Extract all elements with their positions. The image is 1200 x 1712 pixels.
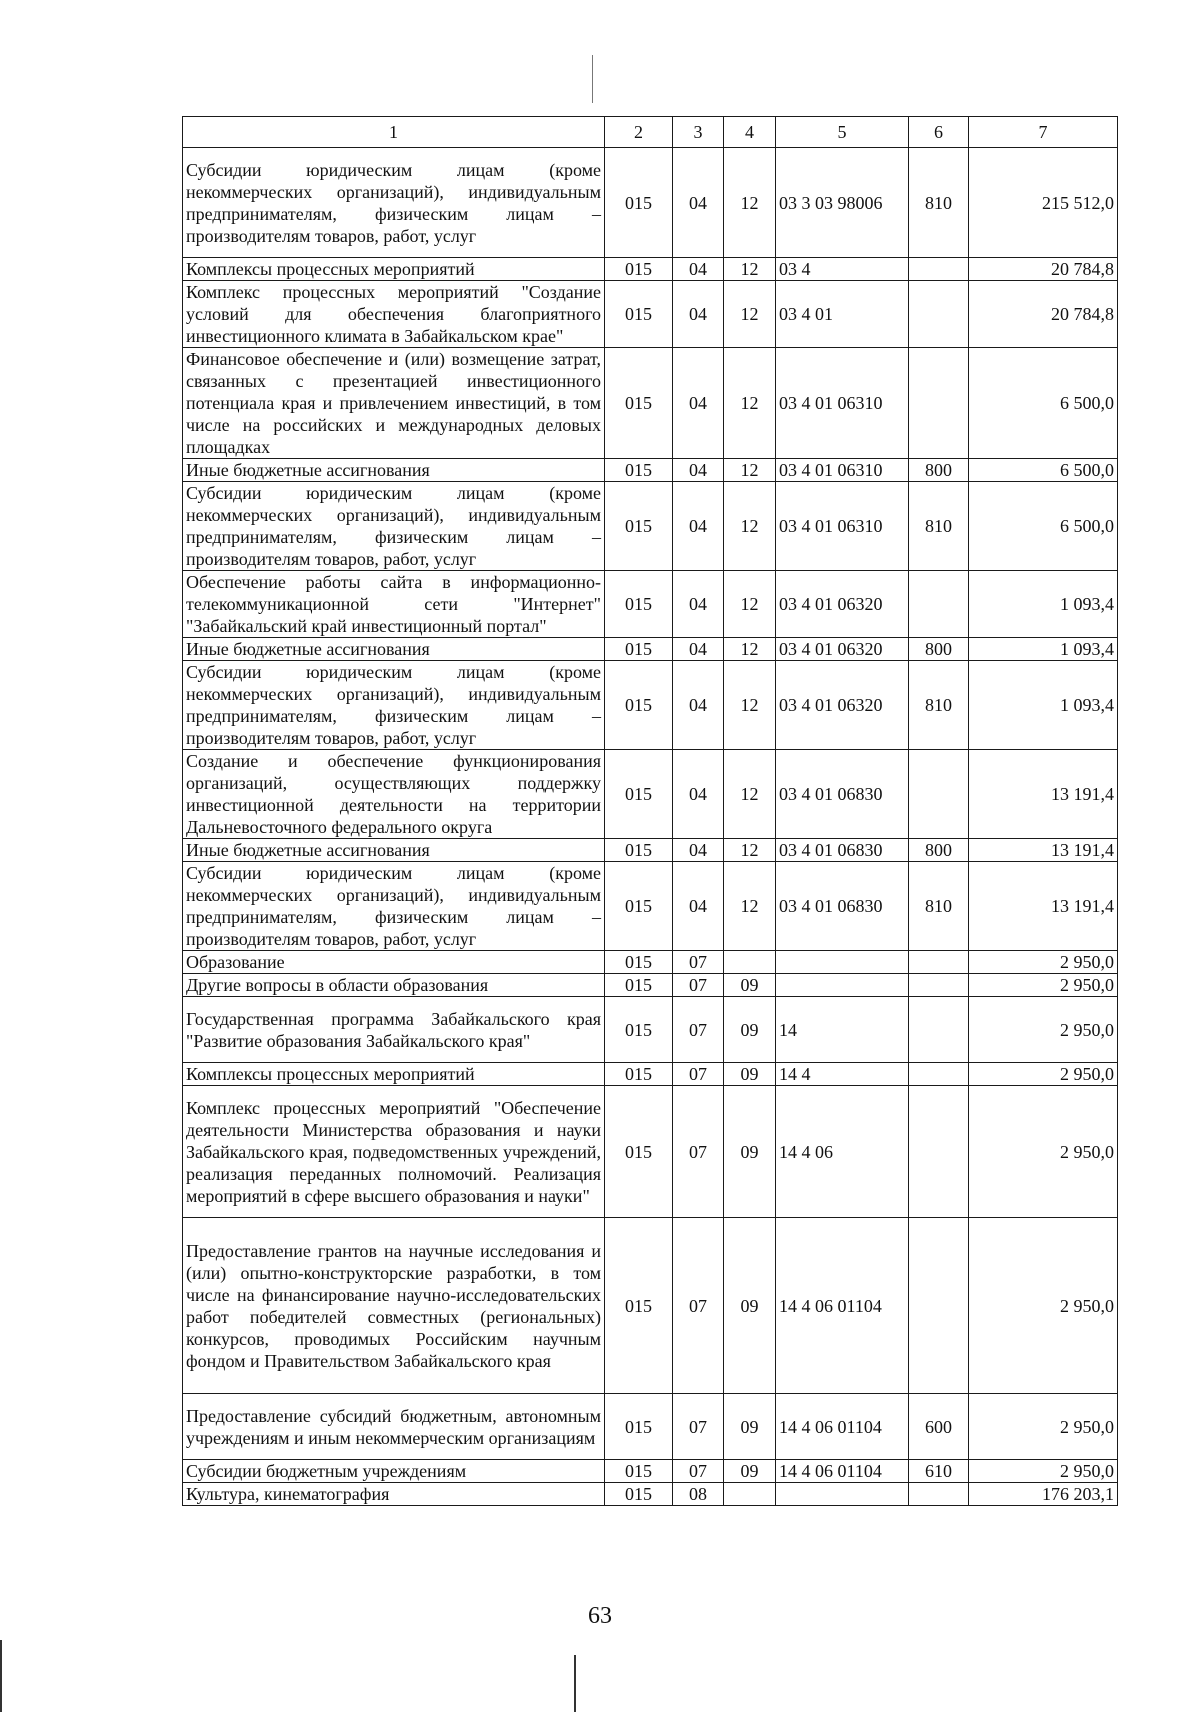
table-row <box>183 459 1118 482</box>
cell-section: 04 <box>673 258 724 281</box>
cell-name: Субсидии юридическим лицам (кроме некоммерческих организаций), индивидуальным предпринимателям, физическим лицам – производителям товаров, работ, услуг <box>183 482 605 571</box>
cell-amount: 6 500,0 <box>969 482 1118 571</box>
cell-expense-type: 810 <box>909 482 969 571</box>
cell-name: Иные бюджетные ассигнования <box>183 638 605 661</box>
cell-admin-code: 015 <box>605 862 673 951</box>
cell-section: 04 <box>673 638 724 661</box>
header-col-1: 1 <box>183 117 605 148</box>
cell-section: 04 <box>673 459 724 482</box>
cell-expense-type: 800 <box>909 459 969 482</box>
cell-admin-code: 015 <box>605 974 673 997</box>
cell-target-item: 14 4 06 <box>776 1086 909 1218</box>
table-row <box>183 862 1118 951</box>
cell-name: Субсидии юридическим лицам (кроме некоммерческих организаций), индивидуальным предпринимателям, физическим лицам – производителям товаров, работ, услуг <box>183 862 605 951</box>
cell-admin-code: 015 <box>605 1218 673 1394</box>
cell-amount: 6 500,0 <box>969 459 1118 482</box>
table-row <box>183 258 1118 281</box>
cell-subsection: 09 <box>724 997 776 1063</box>
cell-amount: 20 784,8 <box>969 258 1118 281</box>
cell-target-item: 03 3 03 98006 <box>776 148 909 258</box>
cell-name: Комплексы процессных мероприятий <box>183 258 605 281</box>
cell-section: 04 <box>673 482 724 571</box>
cell-amount: 6 500,0 <box>969 348 1118 459</box>
cell-section: 07 <box>673 1460 724 1483</box>
cell-subsection: 09 <box>724 974 776 997</box>
cell-expense-type <box>909 974 969 997</box>
cell-target-item: 03 4 01 06310 <box>776 348 909 459</box>
table-row <box>183 281 1118 348</box>
cell-expense-type <box>909 951 969 974</box>
cell-target-item: 14 4 <box>776 1063 909 1086</box>
cell-name: Другие вопросы в области образования <box>183 974 605 997</box>
table-row <box>183 997 1118 1063</box>
cell-section: 07 <box>673 997 724 1063</box>
cell-name: Образование <box>183 951 605 974</box>
cell-target-item <box>776 1483 909 1506</box>
cell-subsection: 12 <box>724 661 776 750</box>
table-body <box>183 148 1118 1506</box>
cell-expense-type <box>909 1483 969 1506</box>
header-row <box>183 117 1118 148</box>
cell-expense-type <box>909 1218 969 1394</box>
cell-target-item: 14 4 06 01104 <box>776 1460 909 1483</box>
table-row <box>183 571 1118 638</box>
table-row <box>183 951 1118 974</box>
cell-amount: 20 784,8 <box>969 281 1118 348</box>
table-row <box>183 348 1118 459</box>
cell-admin-code: 015 <box>605 661 673 750</box>
cell-expense-type: 800 <box>909 839 969 862</box>
cell-admin-code: 015 <box>605 638 673 661</box>
cell-target-item: 03 4 01 06310 <box>776 459 909 482</box>
header-col-5: 5 <box>776 117 909 148</box>
cell-admin-code: 015 <box>605 571 673 638</box>
cell-admin-code: 015 <box>605 258 673 281</box>
cell-expense-type <box>909 1063 969 1086</box>
cell-amount: 13 191,4 <box>969 862 1118 951</box>
cell-amount: 2 950,0 <box>969 1086 1118 1218</box>
cell-admin-code: 015 <box>605 348 673 459</box>
cell-subsection: 12 <box>724 862 776 951</box>
cell-admin-code: 015 <box>605 1460 673 1483</box>
cell-expense-type <box>909 750 969 839</box>
cell-section: 04 <box>673 750 724 839</box>
cell-target-item: 03 4 01 <box>776 281 909 348</box>
cell-amount: 2 950,0 <box>969 1394 1118 1460</box>
cell-section: 07 <box>673 1063 724 1086</box>
cell-section: 04 <box>673 571 724 638</box>
cell-admin-code: 015 <box>605 148 673 258</box>
cell-amount: 2 950,0 <box>969 997 1118 1063</box>
cell-target-item: 03 4 01 06830 <box>776 839 909 862</box>
cell-section: 07 <box>673 1394 724 1460</box>
cell-section: 04 <box>673 839 724 862</box>
cell-amount: 1 093,4 <box>969 661 1118 750</box>
cell-admin-code: 015 <box>605 482 673 571</box>
cell-subsection: 12 <box>724 148 776 258</box>
cell-expense-type <box>909 348 969 459</box>
cell-name: Предоставление грантов на научные исследования и (или) опытно-конструкторские разработки, в том числе на финансирование научно-исследовательских работ победителей совместных (региональных) конкурсов, проводимых Российским научным фондом и Правительством Забайкальского края <box>183 1218 605 1394</box>
cell-subsection: 12 <box>724 482 776 571</box>
cell-name: Иные бюджетные ассигнования <box>183 839 605 862</box>
cell-section: 07 <box>673 1218 724 1394</box>
cell-section: 07 <box>673 974 724 997</box>
cell-admin-code: 015 <box>605 839 673 862</box>
cell-section: 04 <box>673 862 724 951</box>
cell-expense-type <box>909 258 969 281</box>
cell-target-item: 14 <box>776 997 909 1063</box>
table-row <box>183 1218 1118 1394</box>
header-col-7: 7 <box>969 117 1118 148</box>
cell-amount: 2 950,0 <box>969 1063 1118 1086</box>
table-row <box>183 1483 1118 1506</box>
table-row <box>183 482 1118 571</box>
header-col-4: 4 <box>724 117 776 148</box>
header-col-6: 6 <box>909 117 969 148</box>
cell-admin-code: 015 <box>605 951 673 974</box>
cell-expense-type: 810 <box>909 661 969 750</box>
cell-target-item: 03 4 01 06830 <box>776 862 909 951</box>
table-row <box>183 839 1118 862</box>
header-col-3: 3 <box>673 117 724 148</box>
table-row <box>183 1063 1118 1086</box>
cell-amount: 13 191,4 <box>969 839 1118 862</box>
cell-subsection: 09 <box>724 1460 776 1483</box>
header-col-2: 2 <box>605 117 673 148</box>
cell-admin-code: 015 <box>605 459 673 482</box>
table-row <box>183 148 1118 258</box>
budget-table <box>182 116 1118 1506</box>
cell-name: Субсидии бюджетным учреждениям <box>183 1460 605 1483</box>
cell-amount: 176 203,1 <box>969 1483 1118 1506</box>
cell-expense-type: 810 <box>909 148 969 258</box>
cell-target-item: 03 4 01 06320 <box>776 638 909 661</box>
cell-section: 04 <box>673 148 724 258</box>
table-row <box>183 974 1118 997</box>
cell-admin-code: 015 <box>605 1086 673 1218</box>
cell-section: 04 <box>673 281 724 348</box>
cell-amount: 13 191,4 <box>969 750 1118 839</box>
cell-expense-type: 610 <box>909 1460 969 1483</box>
cell-name: Иные бюджетные ассигнования <box>183 459 605 482</box>
cell-amount: 2 950,0 <box>969 951 1118 974</box>
cell-section: 08 <box>673 1483 724 1506</box>
table-row <box>183 750 1118 839</box>
cell-admin-code: 015 <box>605 997 673 1063</box>
cell-amount: 2 950,0 <box>969 1460 1118 1483</box>
cell-name: Культура, кинематография <box>183 1483 605 1506</box>
cell-subsection <box>724 951 776 974</box>
cell-subsection: 12 <box>724 638 776 661</box>
cell-subsection <box>724 1483 776 1506</box>
cell-admin-code: 015 <box>605 1483 673 1506</box>
cell-target-item: 03 4 <box>776 258 909 281</box>
table-row <box>183 1460 1118 1483</box>
table-row <box>183 638 1118 661</box>
cell-subsection: 12 <box>724 750 776 839</box>
cell-admin-code: 015 <box>605 281 673 348</box>
cell-section: 07 <box>673 951 724 974</box>
scan-binding-mark-top <box>592 55 593 103</box>
cell-name: Предоставление субсидий бюджетным, автономным учреждениям и иным некоммерческим организациям <box>183 1394 605 1460</box>
table-row <box>183 1394 1118 1460</box>
cell-name: Комплекс процессных мероприятий "Создание условий для обеспечения благоприятного инвестиционного климата в Забайкальском крае" <box>183 281 605 348</box>
cell-amount: 1 093,4 <box>969 638 1118 661</box>
cell-name: Субсидии юридическим лицам (кроме некоммерческих организаций), индивидуальным предпринимателям, физическим лицам – производителям товаров, работ, услуг <box>183 661 605 750</box>
cell-target-item: 03 4 01 06310 <box>776 482 909 571</box>
cell-target-item: 14 4 06 01104 <box>776 1394 909 1460</box>
cell-subsection: 12 <box>724 281 776 348</box>
cell-section: 04 <box>673 661 724 750</box>
cell-amount: 215 512,0 <box>969 148 1118 258</box>
table-row <box>183 1086 1118 1218</box>
cell-section: 04 <box>673 348 724 459</box>
cell-target-item: 03 4 01 06320 <box>776 661 909 750</box>
cell-name: Государственная программа Забайкальского края "Развитие образования Забайкальского края" <box>183 997 605 1063</box>
cell-section: 07 <box>673 1086 724 1218</box>
cell-subsection: 09 <box>724 1218 776 1394</box>
cell-target-item: 03 4 01 06830 <box>776 750 909 839</box>
cell-name: Создание и обеспечение функционирования организаций, осуществляющих поддержку инвестиционной деятельности на территории Дальневосточного федерального округа <box>183 750 605 839</box>
cell-name: Субсидии юридическим лицам (кроме некоммерческих организаций), индивидуальным предпринимателям, физическим лицам – производителям товаров, работ, услуг <box>183 148 605 258</box>
cell-expense-type: 810 <box>909 862 969 951</box>
cell-name: Обеспечение работы сайта в информационно-телекоммуникационной сети "Интернет" "Забайкальский край инвестиционный портал" <box>183 571 605 638</box>
cell-subsection: 12 <box>724 839 776 862</box>
cell-subsection: 09 <box>724 1394 776 1460</box>
cell-subsection: 09 <box>724 1086 776 1218</box>
scan-edge-mark-left <box>0 1640 2 1712</box>
cell-expense-type: 600 <box>909 1394 969 1460</box>
cell-subsection: 12 <box>724 571 776 638</box>
cell-expense-type <box>909 997 969 1063</box>
cell-subsection: 09 <box>724 1063 776 1086</box>
cell-expense-type <box>909 1086 969 1218</box>
cell-name: Комплексы процессных мероприятий <box>183 1063 605 1086</box>
cell-subsection: 12 <box>724 459 776 482</box>
scan-binding-mark-bottom <box>574 1655 576 1712</box>
table-row <box>183 661 1118 750</box>
cell-name: Финансовое обеспечение и (или) возмещение затрат, связанных с презентацией инвестиционного потенциала края и привлечением инвестиций, в том числе на российских и международных деловых площадках <box>183 348 605 459</box>
cell-amount: 2 950,0 <box>969 1218 1118 1394</box>
cell-target-item <box>776 951 909 974</box>
cell-amount: 1 093,4 <box>969 571 1118 638</box>
cell-target-item: 14 4 06 01104 <box>776 1218 909 1394</box>
page-number: 63 <box>588 1603 612 1629</box>
cell-subsection: 12 <box>724 348 776 459</box>
cell-admin-code: 015 <box>605 1063 673 1086</box>
cell-name: Комплекс процессных мероприятий "Обеспечение деятельности Министерства образования и науки Забайкальского края, подведомственных учреждений, реализация переданных полномочий. Реализация мероприятий в сфере высшего образования и науки" <box>183 1086 605 1218</box>
cell-amount: 2 950,0 <box>969 974 1118 997</box>
cell-expense-type <box>909 571 969 638</box>
cell-target-item <box>776 974 909 997</box>
cell-subsection: 12 <box>724 258 776 281</box>
cell-admin-code: 015 <box>605 1394 673 1460</box>
cell-expense-type: 800 <box>909 638 969 661</box>
cell-target-item: 03 4 01 06320 <box>776 571 909 638</box>
cell-expense-type <box>909 281 969 348</box>
cell-admin-code: 015 <box>605 750 673 839</box>
